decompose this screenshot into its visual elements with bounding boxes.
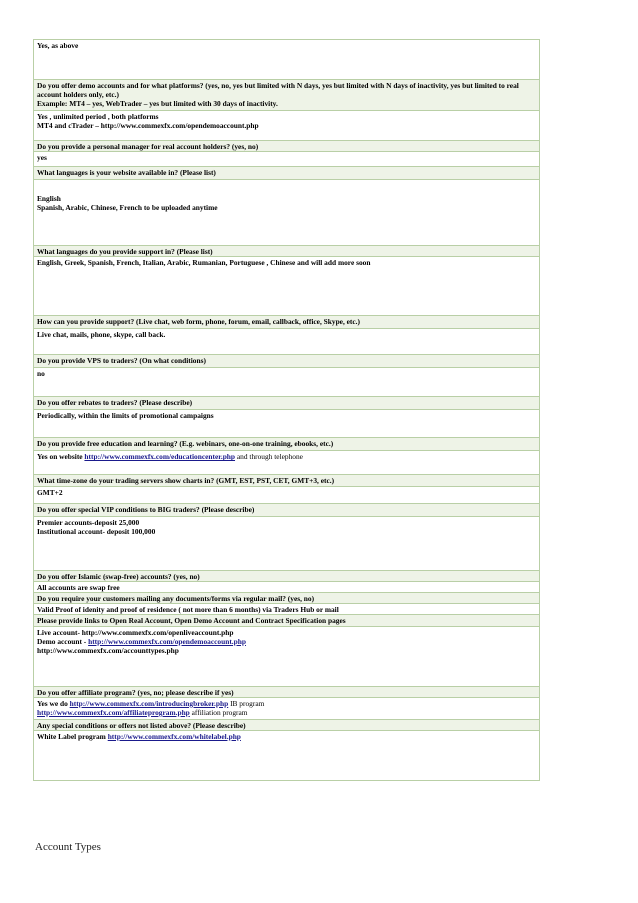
table-row xyxy=(34,451,540,475)
question-cell xyxy=(34,397,540,410)
question-text: Do you offer affiliate program? (yes, no; please describe if yes) xyxy=(37,687,234,697)
question-text: What languages do you provide support in? (Please list) xyxy=(37,247,213,257)
answer-cell xyxy=(34,410,540,438)
education-center-link[interactable]: http://www.commexfx.com/educationcenter.php xyxy=(84,452,236,462)
table-row xyxy=(34,257,540,316)
table-row xyxy=(34,570,540,581)
answer-cell xyxy=(34,257,540,316)
answer-suffix: and through telephone xyxy=(235,452,303,462)
table-row xyxy=(34,316,540,329)
table-row xyxy=(34,80,540,111)
aff-prefix: Yes we do xyxy=(37,698,70,708)
table-row xyxy=(34,686,540,697)
question-cell xyxy=(34,438,540,451)
aff-suffix: affiliation program xyxy=(189,708,248,718)
answer-cell xyxy=(34,697,540,719)
answer-cell xyxy=(34,731,540,781)
question-cell xyxy=(34,719,540,730)
account-types-url: http://www.commexfx.com/accounttypes.php xyxy=(37,646,179,656)
question-cell xyxy=(34,615,540,626)
table-row xyxy=(34,626,540,686)
answer-text: All accounts are swap free xyxy=(37,582,120,592)
aff-suffix: IB program xyxy=(228,698,265,708)
answer-text: yes xyxy=(37,153,47,163)
table-row xyxy=(34,593,540,604)
demo-account-link[interactable]: http://www.commexfx.com/opendemoaccount.php xyxy=(88,636,246,646)
link-prefix: Demo account - xyxy=(37,636,89,646)
table-row xyxy=(34,246,540,257)
question-cell xyxy=(34,246,540,257)
answer-cell xyxy=(34,40,540,80)
question-text: How can you provide support? (Live chat, web form, phone, forum, email, callback, office, Skype, etc.) xyxy=(37,317,360,327)
answer-cell xyxy=(34,111,540,141)
answer-cell xyxy=(34,486,540,503)
question-cell xyxy=(34,503,540,516)
introducing-broker-link[interactable]: http://www.commexfx.com/introducingbroker.php xyxy=(69,698,229,708)
table-row xyxy=(34,355,540,368)
question-text: Do you offer rebates to traders? (Please describe) xyxy=(37,398,193,408)
answer-text xyxy=(37,699,536,708)
table-row xyxy=(34,167,540,180)
table-row xyxy=(34,438,540,451)
questionnaire-table xyxy=(33,39,540,781)
answer-cell xyxy=(34,581,540,592)
table-row xyxy=(34,503,540,516)
answer-text: Live chat, mails, phone, skype, call back. xyxy=(37,330,166,340)
question-cell xyxy=(34,593,540,604)
answer-cell xyxy=(34,451,540,475)
answer-prefix: White Label program xyxy=(37,732,108,742)
answer-text: English xyxy=(37,194,61,204)
table-row xyxy=(34,697,540,719)
question-text: Do you provide VPS to traders? (On what conditions) xyxy=(37,356,206,366)
question-cell xyxy=(34,141,540,152)
question-text: Do you provide free education and learning? (E.g. webinars, one-on-one training, ebooks, etc.) xyxy=(37,439,334,449)
table-row xyxy=(34,329,540,355)
link-prefix: Live account- xyxy=(37,627,82,637)
question-text: Do you offer Islamic (swap-free) accounts? (yes, no) xyxy=(37,571,200,581)
answer-text: no xyxy=(37,369,45,379)
answer-cell xyxy=(34,368,540,397)
answer-text: MT4 and cTrader – http://www.commexfx.com/opendemoaccount.php xyxy=(37,121,259,131)
answer-prefix: Yes on website xyxy=(37,452,85,462)
question-text: Do you require your customers mailing any documents/forms via regular mail? (yes, no) xyxy=(37,594,315,604)
table-row xyxy=(34,604,540,615)
answer-text: Premier accounts-deposit 25,000 xyxy=(37,517,140,527)
table-row xyxy=(34,719,540,730)
table-row xyxy=(34,397,540,410)
section-heading: Account Types xyxy=(35,841,101,853)
table-row xyxy=(34,180,540,246)
answer-cell xyxy=(34,626,540,686)
white-label-link[interactable]: http://www.commexfx.com/whitelabel.php xyxy=(107,732,241,742)
question-cell xyxy=(34,355,540,368)
answer-text: Spanish, Arabic, Chinese, French to be uploaded anytime xyxy=(37,203,218,213)
table-row xyxy=(34,475,540,486)
question-text: Please provide links to Open Real Account, Open Demo Account and Contract Specification pages xyxy=(37,616,346,626)
answer-text: Periodically, within the limits of promotional campaigns xyxy=(37,411,214,421)
answer-cell xyxy=(34,180,540,246)
question-example: Example: MT4 – yes, WebTrader – yes but limited with 30 days of inactivity. xyxy=(37,99,278,109)
table-row xyxy=(34,581,540,592)
answer-text xyxy=(37,628,536,637)
answer-text xyxy=(37,452,536,461)
table-row xyxy=(34,368,540,397)
table-row xyxy=(34,516,540,570)
table-row xyxy=(34,111,540,141)
table-row xyxy=(34,141,540,152)
questionnaire-page xyxy=(33,39,540,781)
table-row xyxy=(34,152,540,167)
question-text: Do you offer special VIP conditions to BIG traders? (Please describe) xyxy=(37,504,255,514)
answer-text: Yes , unlimited period , both platforms xyxy=(37,112,159,121)
answer-text xyxy=(37,708,536,717)
answer-text xyxy=(37,646,536,655)
answer-text: Valid Proof of idenity and proof of residence ( not more than 6 months) via Traders Hub or mail xyxy=(37,605,339,615)
answer-cell xyxy=(34,604,540,615)
question-text: What time-zone do your trading servers show charts in? (GMT, EST, PST, CET, GMT+3, etc.) xyxy=(37,476,335,486)
answer-text: Institutional account- deposit 100,000 xyxy=(37,526,156,536)
live-account-url: http://www.commexfx.com/openliveaccount.php xyxy=(81,627,234,637)
table-row xyxy=(34,486,540,503)
answer-cell xyxy=(34,516,540,570)
question-text: Do you offer demo accounts and for what platforms? (yes, no, yes but limited with N days, yes but limited with N days of inactivity, yes but limited to real account holders only, etc.) xyxy=(37,81,519,100)
table-row xyxy=(34,731,540,781)
question-cell xyxy=(34,475,540,486)
answer-text: English, Greek, Spanish, French, Italian, Arabic, Rumanian, Portuguese , Chinese and will add more soon xyxy=(37,258,371,268)
answer-text xyxy=(37,732,536,741)
question-text: Any special conditions or offers not listed above? (Please describe) xyxy=(37,720,246,730)
answer-text xyxy=(37,637,536,646)
question-cell xyxy=(34,316,540,329)
question-text: What languages is your website available in? (Please list) xyxy=(37,168,216,178)
table-row xyxy=(34,40,540,80)
affiliate-program-link[interactable]: http://www.commexfx.com/affiliateprogram.php xyxy=(37,708,190,718)
answer-cell xyxy=(34,329,540,355)
question-cell xyxy=(34,686,540,697)
table-row xyxy=(34,615,540,626)
answer-text: GMT+2 xyxy=(37,487,63,497)
table-row xyxy=(34,410,540,438)
question-cell xyxy=(34,570,540,581)
question-cell xyxy=(34,80,540,111)
answer-cell xyxy=(34,152,540,167)
question-cell xyxy=(34,167,540,180)
question-text: Do you provide a personal manager for real account holders? (yes, no) xyxy=(37,142,259,151)
answer-text: Yes, as above xyxy=(37,41,79,50)
